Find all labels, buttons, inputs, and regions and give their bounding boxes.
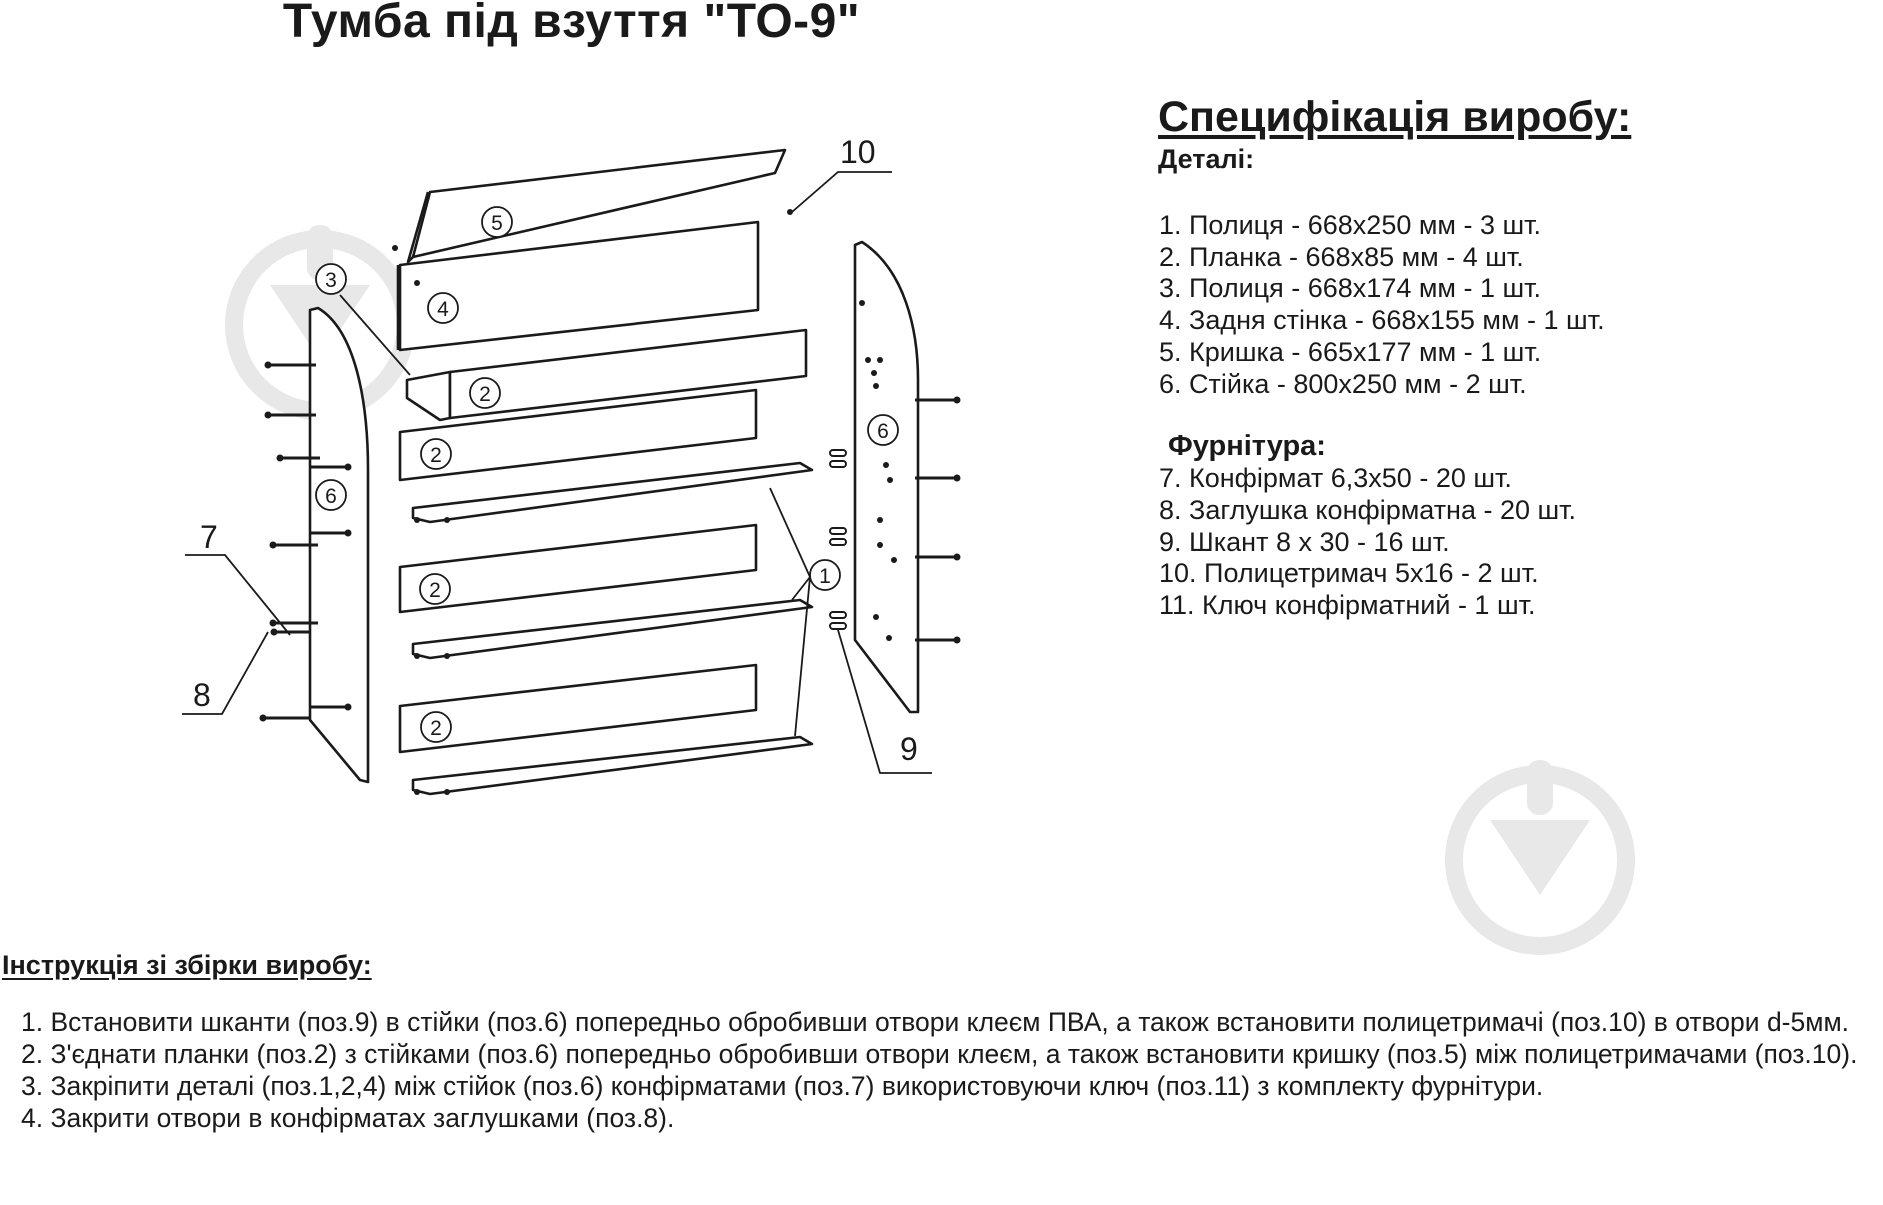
callout-2: 2: [479, 383, 491, 406]
part-6-side-panel-left: [310, 308, 368, 782]
callout-7: 7: [200, 519, 218, 555]
list-item: 2. Планка - 668х85 мм - 4 шт.: [1159, 241, 1524, 272]
hardware-label: Фурнітура:: [1168, 430, 1326, 463]
instructions-title: Інструкція зі збірки виробу:: [2, 950, 372, 980]
list-item: 10. Полицетримач 5х16 - 2 шт.: [1159, 558, 1539, 589]
confirmat-screws-right: [915, 400, 955, 640]
list-item: 1. Полиця - 668х250 мм - 3 шт.: [1159, 210, 1542, 240]
part-3-shelf: [407, 372, 450, 420]
instructions-list: [2, 1006, 1880, 1134]
specification-block: [1158, 92, 1858, 622]
specification-title: Специфікація виробу:: [1158, 93, 1632, 141]
parts-list: [1159, 210, 1858, 400]
list-item: 8. Заглушка конфірматна - 20 шт.: [1159, 494, 1577, 525]
dowel-set: [830, 450, 846, 629]
instruction-step: 3. Закріпити деталі (поз.1,2,4) між стійок (поз.6) конфірматами (поз.7) використовуючи ключ (поз.11) з комплекту фурнітури.: [21, 1071, 1544, 1101]
callout-10: 10: [840, 134, 876, 170]
details-label: Деталі:: [1158, 144, 1255, 174]
callout-2: 2: [429, 579, 441, 602]
instruction-step: 2. З'єднати планки (поз.2) з стійками (поз.6) попередньо обробивши отвори клеєм, а також встановити кришку (поз.5) між полицетримачами (поз.10).: [21, 1039, 1858, 1069]
list-item: 11. Ключ конфірматний - 1 шт.: [1159, 590, 1536, 621]
list-item: 4. Задня стінка - 668х155 мм - 1 шт.: [1159, 305, 1605, 336]
part-2-rail: [400, 525, 756, 612]
callout-6: 6: [325, 485, 337, 508]
callout-3: 3: [325, 269, 337, 292]
assembly-instructions: [2, 948, 1880, 1134]
callout-5: 5: [491, 212, 503, 235]
part-2-rail: [400, 665, 756, 752]
callout-6: 6: [877, 420, 889, 443]
part-1-shelf: [413, 600, 812, 658]
list-item: 9. Шкант 8 х 30 - 16 шт.: [1159, 526, 1450, 557]
callout-9: 9: [900, 731, 918, 767]
callout-2: 2: [430, 444, 442, 467]
list-item: 5. Кришка - 665х177 мм - 1 шт.: [1159, 336, 1542, 367]
part-6-side-panel-right: [855, 242, 918, 712]
instruction-step: 4. Закрити отвори в конфірматах заглушками (поз.8).: [21, 1103, 675, 1133]
list-item: 3. Полиця - 668х174 мм - 1 шт.: [1159, 273, 1542, 304]
callout-1: 1: [819, 565, 831, 588]
list-item: 6. Стійка - 800х250 мм - 2 шт.: [1159, 368, 1527, 399]
hardware-list: [1159, 463, 1858, 622]
instruction-step: 1. Встановити шканти (поз.9) в стійки (поз.6) попередньо обробивши отвори клеєм ПВА, а також встановити полицетримачі (поз.10) в отвори d-5мм.: [21, 1007, 1850, 1037]
callout-8: 8: [193, 677, 211, 713]
callout-4: 4: [437, 298, 449, 321]
list-item: 7. Конфірмат 6,3х50 - 20 шт.: [1159, 463, 1512, 494]
part-1-shelf: [413, 737, 812, 794]
document-title: Тумба під взуття "ТО-9": [282, 0, 861, 48]
callout-2: 2: [430, 717, 442, 740]
